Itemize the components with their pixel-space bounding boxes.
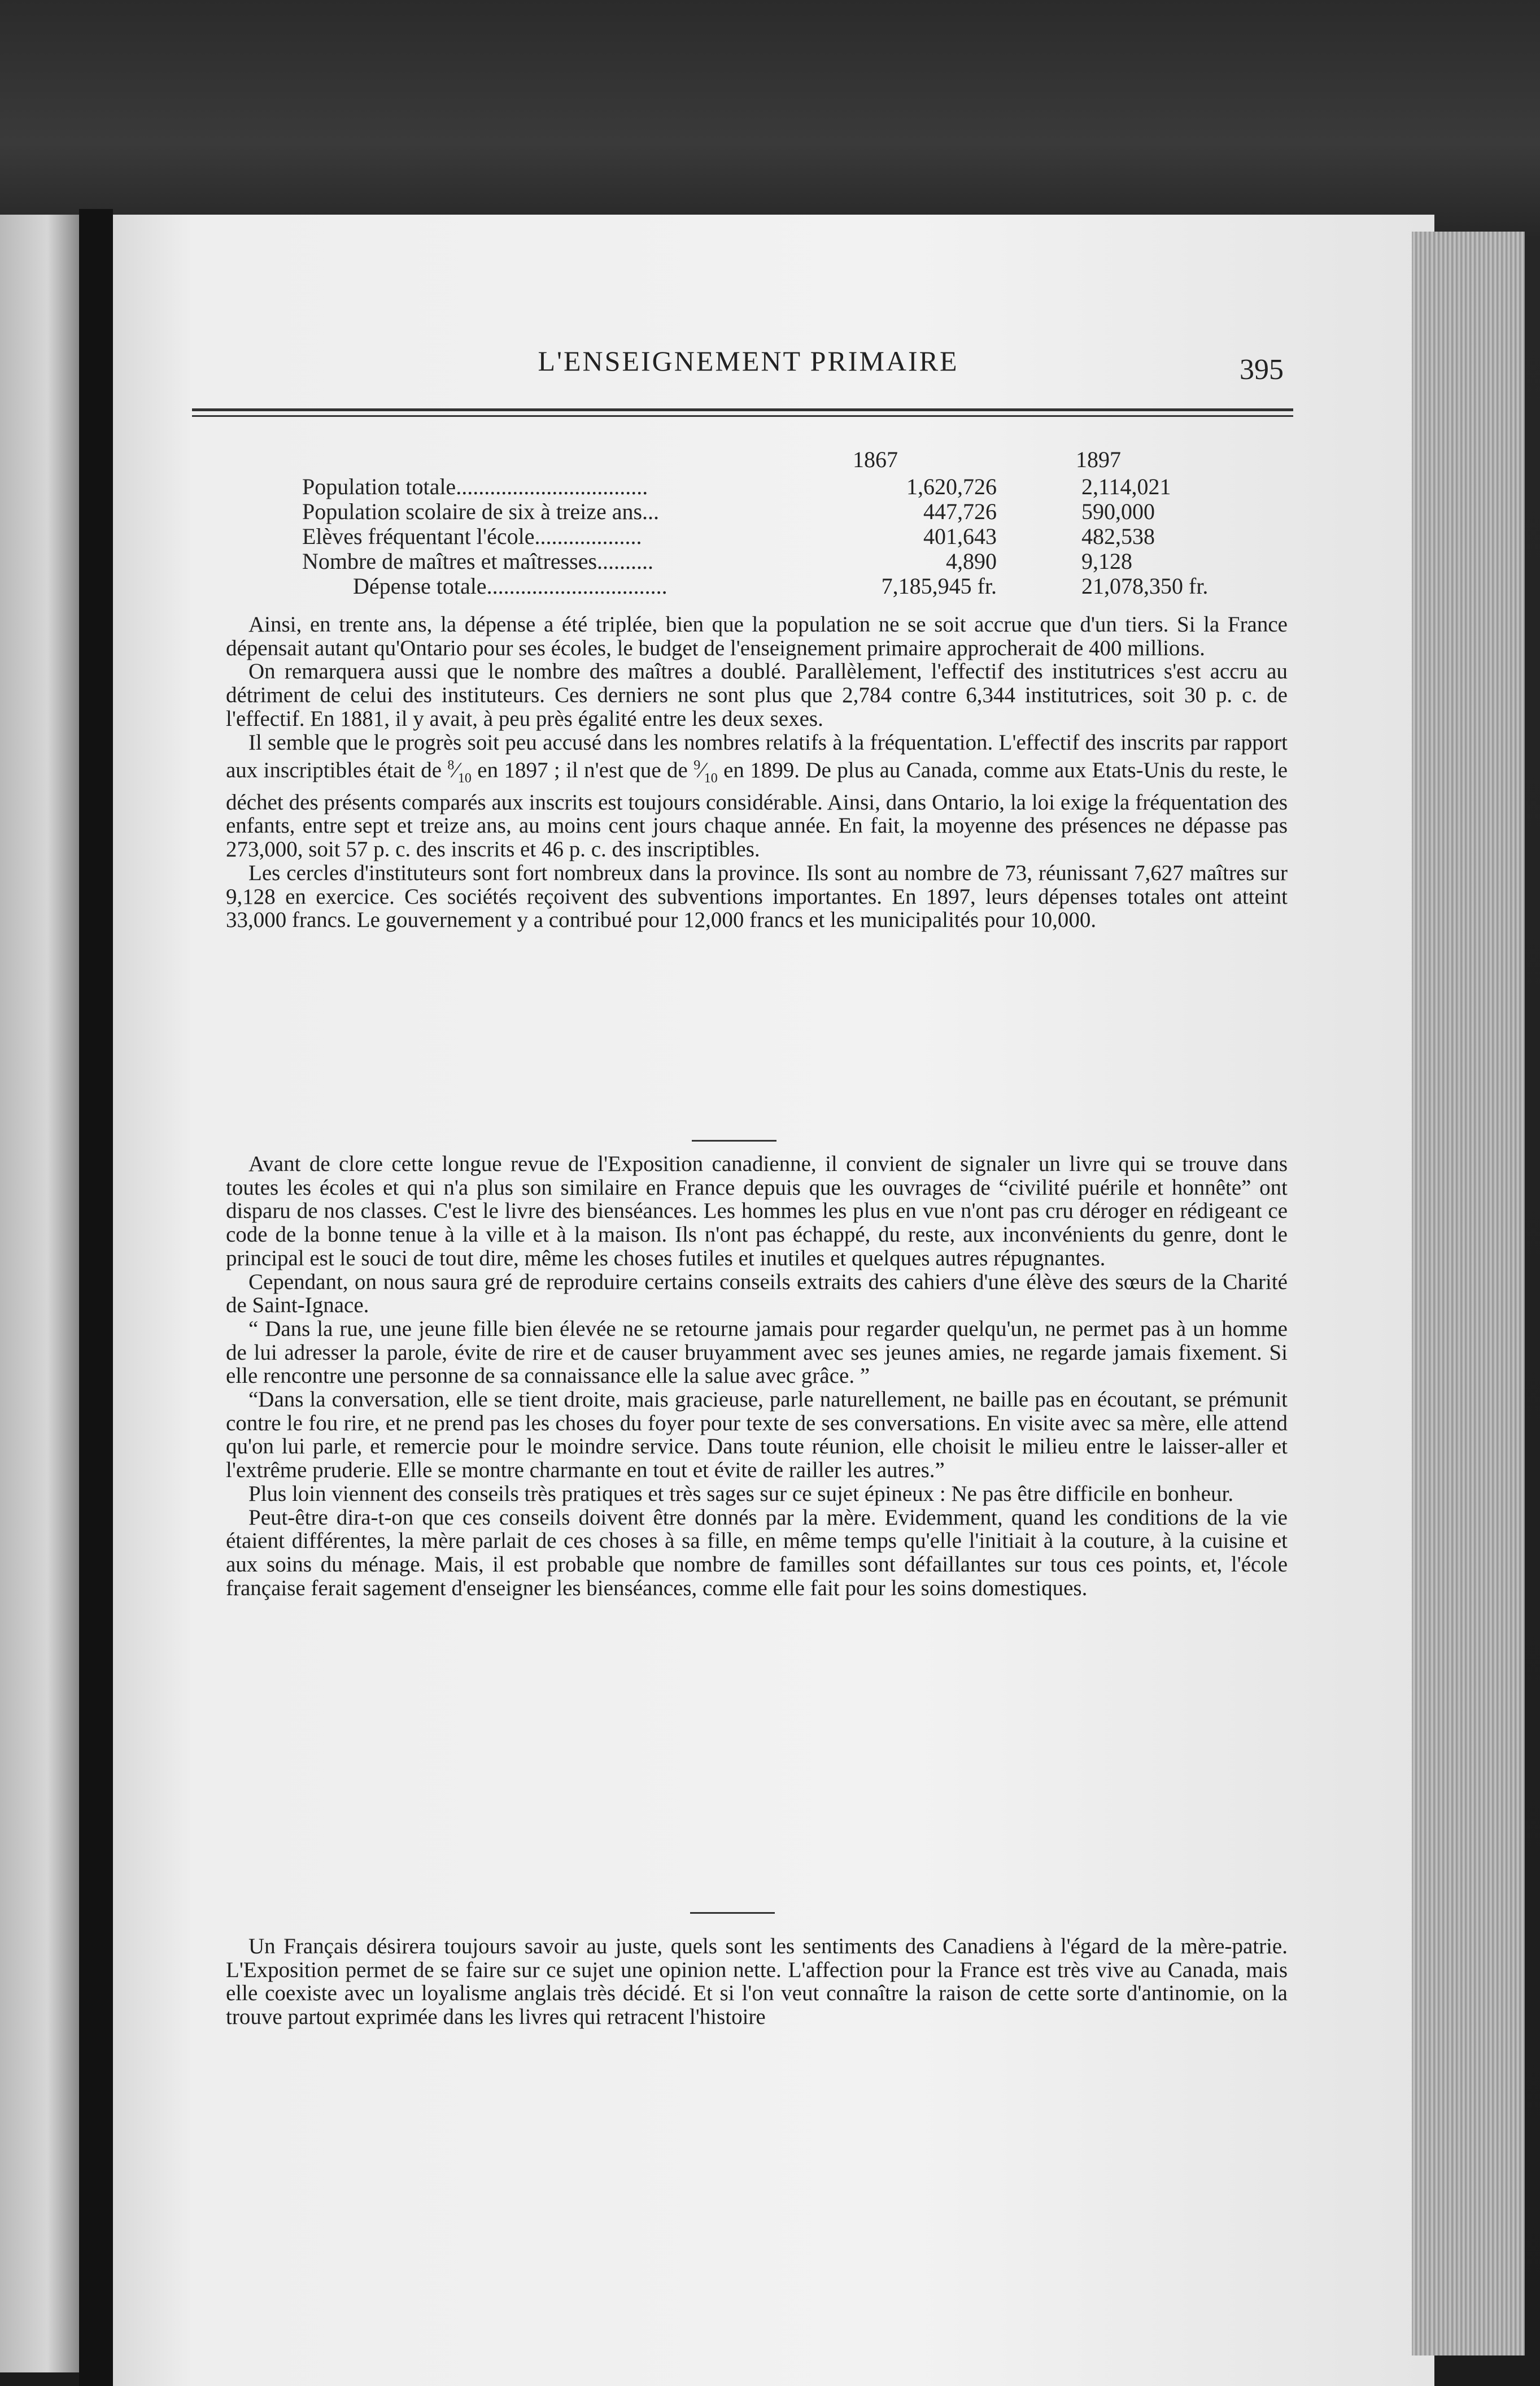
running-head: L'ENSEIGNEMENT PRIMAIRE	[538, 345, 959, 377]
table-row	[302, 523, 1262, 548]
column-year-1897: 1897	[1076, 447, 1121, 472]
value-1897: 482,538	[1081, 524, 1155, 549]
paragraph: Ainsi, en trente ans, la dépense a été triplée, bien que la population ne se soit accrue que d'un tiers. Si la France dépensait autant qu'Ontario pour ses écoles, le budget de l'enseignement primaire approcherait de 400 millions.	[226, 612, 1288, 660]
value-1897: 2,114,021	[1081, 474, 1171, 499]
row-label: Population scolaire de six à treize ans...	[302, 499, 660, 524]
fraction-numerator: 9	[693, 758, 701, 773]
paragraph: “ Dans la rue, une jeune fille bien élevée ne se retourne jamais pour regarder quelqu'un, ne permet pas à un homme de lui adresser la parole, évite de rire et de causer bruyamment avec ses jeunes amies, ne regarde jamais fixement. Si elle rencontre une personne de sa connaissance elle la salue avec grâce. ”	[226, 1316, 1288, 1388]
row-label: Population totale..................................	[302, 474, 648, 499]
table-row	[302, 548, 1262, 573]
row-label: Dépense totale................................	[353, 573, 668, 599]
paragraph-text: Il semble que le progrès soit peu accusé dans les nombres relatifs à la fréquentation. L'effectif des inscrits par rapport aux inscriptibles était de	[226, 730, 1288, 783]
paragraph: Plus loin viennent des conseils très pratiques et très sages sur ce sujet épineux : Ne pas être difficile en bonheur.	[248, 1481, 1234, 1506]
paragraph: On remarquera aussi que le nombre des maîtres a doublé. Parallèlement, l'effectif des institutrices s'est accru au détriment de celui des instituteurs. Ces derniers ne sont plus que 2,784 contre 6,344 institutrices, soit 30 p. c. de l'effectif. En 1881, il y avait, à peu près égalité entre les deux sexes.	[226, 659, 1288, 731]
value-1897: 590,000	[1081, 499, 1155, 524]
table-row	[302, 473, 1262, 498]
fraction-denominator: 10	[704, 771, 718, 786]
value-1867: 7,185,945 fr.	[881, 573, 997, 599]
text-section-3	[226, 1935, 1288, 2029]
page-number: 395	[1240, 354, 1284, 386]
paragraph: Cependant, on nous saura gré de reproduire certains conseils extraits des cahiers d'une élève des sœurs de la Charité de Saint-Ignace.	[226, 1269, 1288, 1318]
value-1867: 447,726	[923, 499, 997, 524]
header-rule	[192, 408, 1293, 411]
text-section-2	[226, 1152, 1288, 1600]
page-stack-edge	[1412, 232, 1525, 2355]
paragraph: Un Français désirera toujours savoir au juste, quels sont les sentiments des Canadiens à l'égard de la mère-patrie. L'Exposition permet de se faire sur ce sujet une opinion nette. L'affection pour la France est très vive au Canada, mais elle coexiste avec un loyalisme anglais très décidé. Et si l'on veut connaître la raison de cette sorte d'antinomie, on la trouve partout exprimée dans les livres qui retracent l'histoire	[226, 1934, 1288, 2030]
paragraph: “Dans la conversation, elle se tient droite, mais gracieuse, parle naturellement, ne baille pas en écoutant, se prémunit contre le fou rire, et ne prend pas les choses du foyer pour texte de ses conversations. En visite avec sa mère, elle attend qu'on lui parle, et remercie pour le moindre service. Dans toute réunion, elle choisit le milieu entre le laisser-aller et l'extrême pruderie. Elle se montre charmante en tout et évite de railler les autres.”	[226, 1387, 1288, 1483]
facing-page-edge	[0, 215, 79, 2372]
column-year-1867: 1867	[853, 447, 898, 472]
text-section-1	[226, 613, 1288, 932]
paragraph-text: en 1899. De plus au Canada, comme aux Etats-Unis du reste, le déchet des présents comparés aux inscrits est toujours considérable. Ainsi, dans Ontario, la loi exige la fréquentation des enfants, entre sept et treize ans, au moins cent jours chaque année. En fait, la moyenne des présences ne dépasse pas 273,000, soit 57 p. c. des inscrits et 46 p. c. des inscriptibles.	[226, 758, 1288, 862]
row-label: Elèves fréquentant l'école...................	[302, 524, 642, 549]
table-row	[302, 573, 1262, 598]
header-rule-thin	[192, 415, 1293, 417]
section-separator	[690, 1912, 775, 1914]
value-1867: 4,890	[946, 548, 997, 574]
fraction-numerator: 8	[447, 758, 455, 773]
section-separator	[692, 1140, 776, 1142]
paragraph: Il semble que le progrès soit peu accusé dans les nombres relatifs à la fréquentation. L'effectif des inscrits par rapport aux inscriptibles était de $^8⁄_{10}$ en 1897 ; il n'est que de $^9⁄_{10}$ en 1899. De plus au Canada, comme aux Etats-Unis du reste, le déchet des présents comparés aux inscrits est toujours considérable. Ainsi, dans Ontario, la loi exige la fréquentation des enfants, entre sept et treize ans, au moins cent jours chaque année. En fait, la moyenne des présences ne dépasse pas 273,000, soit 57 p. c. des inscrits et 46 p. c. des inscriptibles.	[226, 730, 1288, 862]
row-label: Nombre de maîtres et maîtresses..........	[302, 548, 654, 574]
fraction-denominator: 10	[457, 771, 472, 786]
paragraph: Les cercles d'instituteurs sont fort nombreux dans la province. Ils sont au nombre de 73, réunissant 7,627 maîtres sur 9,128 en exercice. Ces sociétés reçoivent des subventions importantes. En 1897, leurs dépenses totales ont atteint 33,000 francs. Le gouvernement y a contribué pour 12,000 francs et les municipalités pour 10,000.	[226, 860, 1288, 933]
paragraph-text: en 1897 ; il n'est que de	[471, 758, 694, 783]
paragraph: Peut-être dira-t-on que ces conseils doivent être donnés par la mère. Evidemment, quand les conditions de la vie étaient différentes, la mère parlait de ces choses à sa fille, en même temps qu'elle l'initiait à la couture, à la cuisine et aux soins du ménage. Mais, il est probable que nombre de familles sont défaillantes sur tous ces points, et, l'école française ferait sagement d'enseigner les bienséances, comme elle fait pour les soins domestiques.	[226, 1505, 1288, 1600]
value-1897: 9,128	[1081, 548, 1132, 574]
value-1867: 401,643	[923, 524, 997, 549]
table-row	[302, 498, 1262, 523]
book-gutter	[79, 209, 113, 2386]
paragraph: Avant de clore cette longue revue de l'Exposition canadienne, il convient de signaler un livre qui se trouve dans toutes les écoles et qui n'a plus son similaire en France depuis que les ouvrages de “civilité puérile et honnête” ont disparu de nos classes. C'est le livre des bienséances. Les hommes les plus en vue n'ont pas cru déroger en rédigeant ce code de la bonne tenue à la ville et à la maison. Ils n'ont pas échappé, du reste, aux inconvénients du genre, dont le principal est le souci de tout dire, même les choses futiles et inutiles et quelques autres répugnantes.	[226, 1152, 1288, 1270]
value-1897: 21,078,350 fr.	[1081, 573, 1209, 599]
value-1867: 1,620,726	[906, 474, 997, 499]
